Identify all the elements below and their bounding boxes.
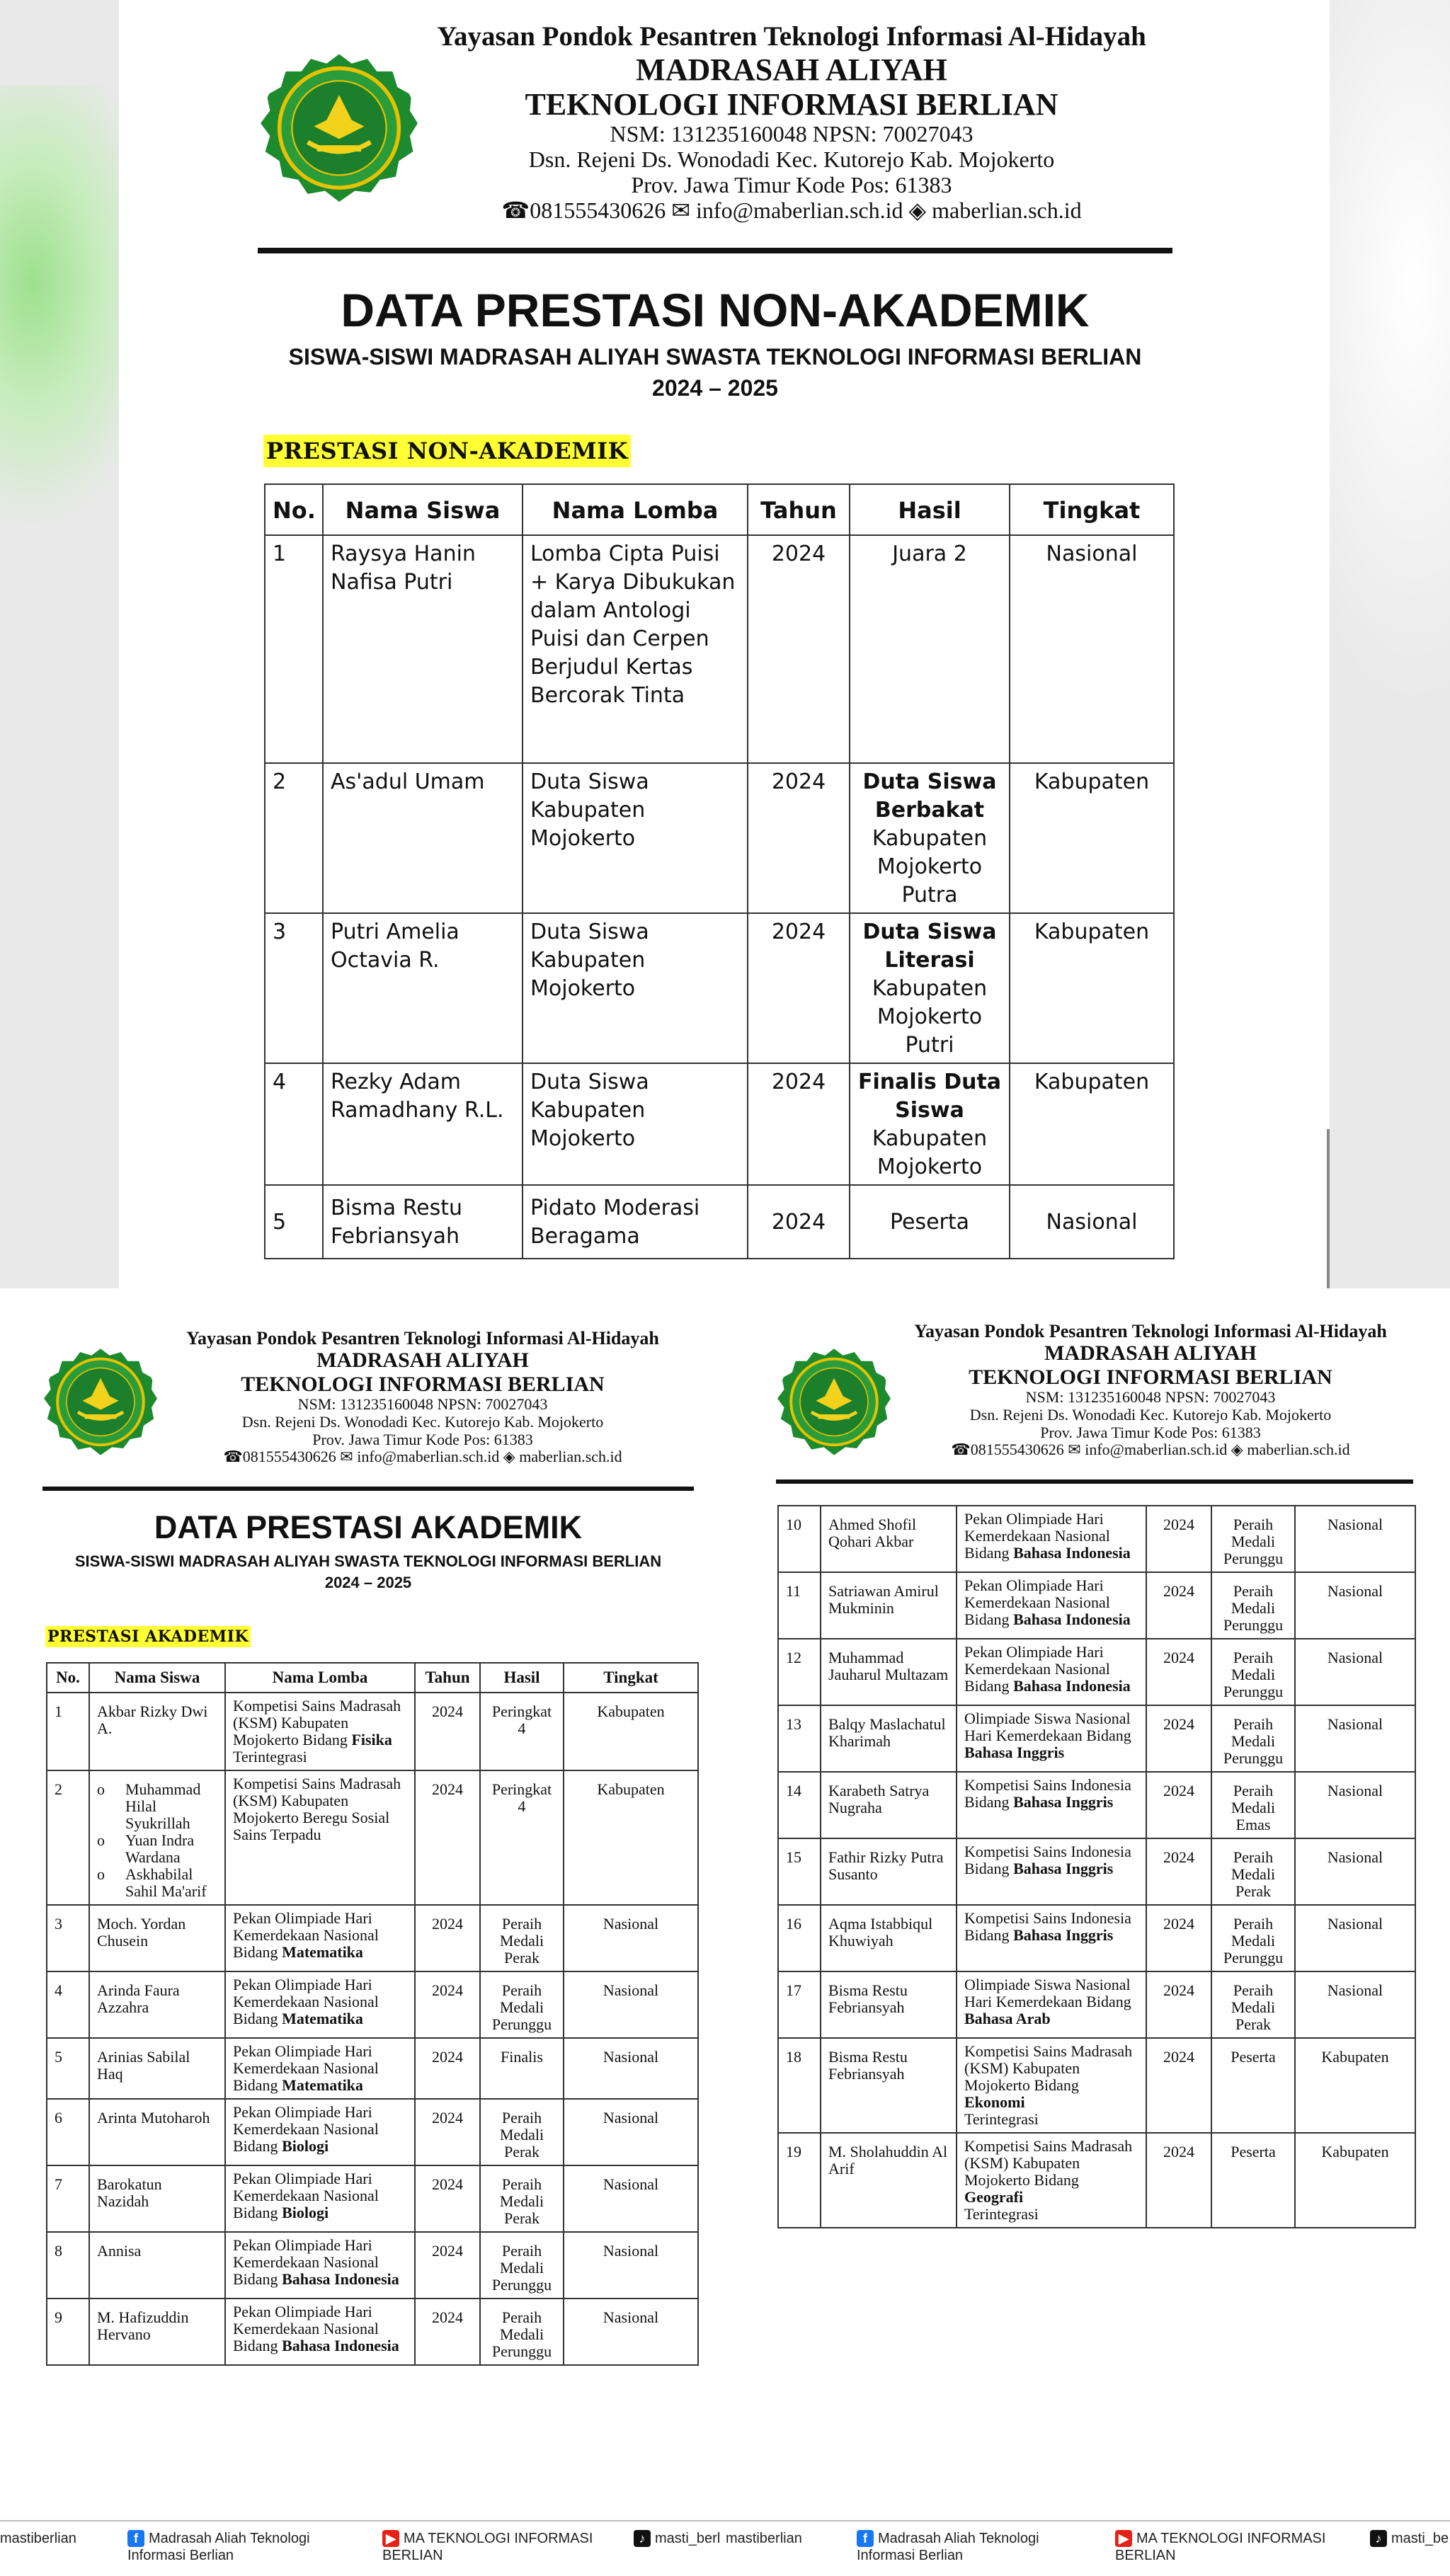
page-subtitle: SISWA-SISWI MADRASAH ALIYAH SWASTA TEKNOLOGI INFORMASI BERLIAN	[74, 1552, 662, 1570]
cell-tahun: 2024	[748, 535, 850, 763]
cell-hasil: Peraih Medali Perak	[480, 1905, 564, 1971]
foundation-name: Yayasan Pondok Pesantren Teknologi Informasi Al-Hidayah	[437, 21, 1146, 52]
cell-nama: Putri Amelia Octavia R.	[323, 913, 523, 1063]
cell-tahun: 2024	[748, 1185, 850, 1259]
document-page-academic-2	[750, 1310, 1430, 2336]
table-row	[47, 2299, 698, 2365]
table-row	[47, 2232, 698, 2299]
cell-tahun: 2024	[1146, 1572, 1211, 1639]
lomba-field: Bahasa Inggris	[1013, 1860, 1114, 1877]
col-header-nama: Nama Siswa	[323, 484, 523, 535]
cell-hasil: Peraih Medali Perunggu	[480, 1971, 564, 2038]
cell-lomba	[225, 1693, 415, 1770]
lomba-field: Bahasa Indonesia	[1013, 1677, 1131, 1695]
student-name: o Yuan Indra Wardana	[97, 1832, 217, 1866]
table-row	[47, 2038, 698, 2099]
cell-hasil: Peraih Medali Perunggu	[480, 2299, 564, 2365]
page-edge-divider	[1327, 1129, 1330, 1288]
lomba-text: Pekan Olimpiade Hari Kemerdekaan Nasional Bidang	[233, 2170, 379, 2221]
cell-nama: Arinta Mutoharoh	[89, 2099, 225, 2165]
cell-lomba: Lomba Cipta Puisi + Karya Dibukukan dalam Antologi Puisi dan Cerpen Berjudul Kertas Bercorak Tinta	[523, 535, 748, 763]
lomba-text: Pekan Olimpiade Hari Kemerdekaan Nasional Bidang	[233, 2303, 379, 2354]
table-row	[778, 1506, 1415, 1572]
lomba-field: Bahasa Inggris	[1013, 1793, 1114, 1811]
school-contact: ☎081555430626 ✉ info@maberlian.sch.id ◈ maberlian.sch.id	[223, 1448, 622, 1466]
table-row	[47, 1770, 698, 1905]
lomba-field: Bahasa Indonesia	[1013, 1544, 1131, 1562]
student-name: o Muhammad Hilal Syukrillah	[97, 1781, 217, 1832]
cell-lomba	[225, 1905, 415, 1971]
school-name-line1: MADRASAH ALIYAH	[1044, 1341, 1257, 1366]
col-header-tahun: Tahun	[415, 1663, 480, 1693]
cell-lomba	[225, 2038, 415, 2099]
youtube-icon: ▶	[1115, 2530, 1132, 2547]
lomba-text: Kompetisi Sains Madrasah (KSM) Kabupaten Mojokerto Bidang	[964, 2042, 1133, 2094]
cell-nama: Barokatun Nazidah	[89, 2165, 225, 2232]
table-row	[778, 1838, 1415, 1905]
cell-hasil: Peserta	[1211, 2133, 1295, 2228]
social-footer	[0, 2520, 1450, 2576]
cell-tahun: 2024	[748, 1063, 850, 1185]
cell-tahun: 2024	[1146, 1971, 1211, 2038]
hasil-bold: Finalis Duta Siswa	[857, 1070, 1002, 1123]
cell-no: 5	[47, 2038, 89, 2099]
col-header-no: No.	[265, 484, 323, 535]
col-header-hasil: Hasil	[850, 484, 1010, 535]
table-row	[265, 1063, 1174, 1185]
cell-tahun: 2024	[748, 763, 850, 913]
cell-hasil: Peraih Medali Perunggu	[1211, 1905, 1295, 1971]
lomba-text: Pekan Olimpiade Hari Kemerdekaan Nasional Bidang	[233, 1976, 379, 2027]
cell-hasil	[850, 913, 1010, 1063]
tiktok-link[interactable]	[634, 2530, 720, 2547]
cell-no: 4	[265, 1063, 323, 1185]
cell-nama: Fathir Rizky Putra Susanto	[821, 1838, 957, 1905]
school-logo-icon	[777, 1346, 891, 1460]
letterhead	[881, 1321, 1420, 1459]
cell-tingkat: Nasional	[1295, 1905, 1415, 1971]
cell-nama: Bisma Restu Febriansyah	[821, 2038, 957, 2133]
cell-lomba	[957, 1905, 1146, 1971]
cell-tingkat: Nasional	[564, 1905, 698, 1971]
cell-no: 11	[778, 1572, 821, 1639]
lomba-field: Bahasa Indonesia	[282, 2337, 399, 2354]
lomba-field: Bahasa Inggris	[964, 1744, 1065, 1761]
col-header-tingkat: Tingkat	[564, 1663, 698, 1693]
cell-hasil: Peringkat 4	[480, 1693, 564, 1770]
cell-lomba	[225, 2299, 415, 2365]
lomba-field: Biologi	[282, 2204, 329, 2221]
cell-lomba	[225, 2165, 415, 2232]
cell-tingkat: Kabupaten	[1010, 913, 1174, 1063]
lomba-field: Matematika	[282, 2010, 363, 2027]
cell-tahun: 2024	[415, 1905, 480, 1971]
letterhead-rule	[776, 1479, 1413, 1484]
school-logo-icon	[261, 51, 418, 208]
hasil-text: Kabupaten Mojokerto Putra	[872, 826, 988, 908]
cell-no: 2	[265, 763, 323, 913]
cell-tingkat: Kabupaten	[1010, 763, 1174, 913]
cell-hasil: Peraih Medali Perak	[1211, 1971, 1295, 2038]
cell-hasil: Finalis	[480, 2038, 564, 2099]
cell-no: 18	[778, 2038, 821, 2133]
cell-tahun: 2024	[1146, 1705, 1211, 1772]
lomba-field: Bahasa Inggris	[1013, 1926, 1114, 1944]
cell-no: 19	[778, 2133, 821, 2228]
cell-tingkat: Nasional	[1295, 1838, 1415, 1905]
cell-nama: Rezky Adam Ramadhany R.L.	[323, 1063, 523, 1185]
school-contact: ☎081555430626 ✉ info@maberlian.sch.id ◈ maberlian.sch.id	[501, 197, 1082, 223]
cell-nama: Arinda Faura Azzahra	[89, 1971, 225, 2038]
cell-no: 4	[47, 1971, 89, 2038]
cell-lomba	[957, 1705, 1146, 1772]
academic-table-part2	[777, 1505, 1416, 2228]
cell-nama: Bisma Restu Febriansyah	[323, 1185, 523, 1259]
school-name-line1: MADRASAH ALIYAH	[636, 52, 947, 87]
tiktok-icon: ♪	[634, 2530, 651, 2547]
cell-hasil: Peraih Medali Emas	[1211, 1772, 1295, 1838]
school-ids: NSM: 131235160048 NPSN: 70027043	[297, 1395, 548, 1414]
cell-hasil	[850, 1185, 1010, 1259]
school-name-line2: TEKNOLOGI INFORMASI BERLIAN	[525, 86, 1058, 122]
hasil-text: Kabupaten Mojokerto	[872, 1126, 988, 1179]
cell-lomba	[957, 2133, 1146, 2228]
cell-hasil: Peraih Medali Perak	[1211, 1838, 1295, 1905]
lomba-suffix: Terintegrasi	[964, 2205, 1039, 2223]
cell-nama: Bisma Restu Febriansyah	[821, 1971, 957, 2038]
cell-tingkat: Nasional	[1295, 1971, 1415, 2038]
cell-lomba	[957, 1572, 1146, 1639]
cell-tingkat: Nasional	[1295, 1639, 1415, 1705]
cell-no: 6	[47, 2099, 89, 2165]
youtube-link-2[interactable]	[1115, 2530, 1328, 2564]
lomba-text: Kompetisi Sains Indonesia Bidang	[964, 1909, 1131, 1944]
cell-nama: Karabeth Satrya Nugraha	[821, 1772, 957, 1838]
cell-nama: Moch. Yordan Chusein	[89, 1905, 225, 1971]
cell-lomba: Duta Siswa Kabupaten Mojokerto	[523, 1063, 748, 1185]
cell-no: 15	[778, 1838, 821, 1905]
school-province: Prov. Jawa Timur Kode Pos: 61383	[631, 171, 952, 198]
cell-lomba	[957, 2038, 1146, 2133]
cell-hasil: Peraih Medali Perunggu	[1211, 1572, 1295, 1639]
cell-tingkat: Nasional	[564, 1971, 698, 2038]
cell-nama: Satriawan Amirul Mukminin	[821, 1572, 957, 1639]
cell-hasil	[850, 763, 1010, 913]
cell-lomba	[957, 1639, 1146, 1705]
hasil-text: Juara 2	[892, 542, 967, 566]
lomba-field: Fisika	[351, 1731, 392, 1748]
letterhead-rule	[258, 248, 1172, 253]
youtube-label: MA TEKNOLOGI INFORMASI BERLIAN	[382, 2531, 593, 2563]
cell-tingkat: Nasional	[564, 2099, 698, 2165]
cell-tingkat: Nasional	[1295, 1705, 1415, 1772]
table-row	[47, 2165, 698, 2232]
cell-tahun: 2024	[415, 1693, 480, 1770]
cell-tingkat: Nasional	[564, 2038, 698, 2099]
school-address: Dsn. Rejeni Ds. Wonodadi Kec. Kutorejo Kab. Mojokerto	[528, 147, 1055, 173]
letterhead-rule	[42, 1487, 694, 1491]
cell-nama: Muhammad Jauharul Multazam	[821, 1639, 957, 1705]
table-row	[778, 1705, 1415, 1772]
cell-no: 7	[47, 2165, 89, 2232]
cell-hasil	[850, 535, 1010, 763]
cell-tahun: 2024	[415, 1971, 480, 2038]
page-year: 2024 – 2025	[324, 1574, 412, 1591]
cell-nama: Raysya Hanin Nafisa Putri	[323, 535, 523, 763]
tiktok-icon: ♪	[1370, 2530, 1387, 2547]
cell-nama: Akbar Rizky Dwi A.	[89, 1693, 225, 1770]
cell-tingkat: Nasional	[1295, 1572, 1415, 1639]
section-heading: PRESTASI NON-AKADEMIK	[263, 435, 631, 467]
cell-hasil: Peraih Medali Perunggu	[1211, 1705, 1295, 1772]
cell-nama: As'adul Umam	[323, 763, 523, 913]
cell-tahun: 2024	[1146, 1905, 1211, 1971]
cell-tahun: 2024	[415, 2165, 480, 2232]
facebook-icon: f	[127, 2530, 144, 2547]
tiktok-link-2[interactable]	[1370, 2530, 1449, 2547]
lomba-field: Geografi	[964, 2188, 1024, 2206]
lomba-field: Biologi	[282, 2137, 329, 2155]
cell-no: 16	[778, 1905, 821, 1971]
lomba-field: Bahasa Arab	[964, 2010, 1051, 2027]
school-contact: ☎081555430626 ✉ info@maberlian.sch.id ◈ maberlian.sch.id	[951, 1441, 1350, 1459]
cell-lomba	[957, 1838, 1146, 1905]
cell-lomba	[225, 1971, 415, 2038]
school-name-line1: MADRASAH ALIYAH	[316, 1349, 529, 1373]
table-row	[778, 2038, 1415, 2133]
cell-no: 10	[778, 1506, 821, 1572]
lomba-text: Pekan Olimpiade Hari Kemerdekaan Nasional Bidang	[233, 2042, 379, 2094]
cell-hasil: Peserta	[1211, 2038, 1295, 2133]
col-header-lomba: Nama Lomba	[225, 1663, 415, 1693]
cell-hasil: Peraih Medali Perunggu	[1211, 1506, 1295, 1572]
lomba-text: Olimpiade Siswa Nasional Hari Kemerdekaan Bidang	[964, 1976, 1131, 2010]
cell-tingkat: Nasional	[564, 2165, 698, 2232]
cell-nama: M. Hafizuddin Hervano	[89, 2299, 225, 2365]
student-list	[97, 1781, 217, 1900]
cell-no: 5	[265, 1185, 323, 1259]
table-row	[265, 1185, 1174, 1259]
cell-lomba	[225, 2099, 415, 2165]
cell-no: 8	[47, 2232, 89, 2299]
school-address: Dsn. Rejeni Ds. Wonodadi Kec. Kutorejo Kab. Mojokerto	[969, 1405, 1332, 1424]
table-row	[47, 2099, 698, 2165]
cell-lomba	[957, 1506, 1146, 1572]
cell-tahun: 2024	[415, 1770, 480, 1905]
cell-tingkat: Nasional	[1295, 1772, 1415, 1838]
lomba-text: Kompetisi Sains Indonesia Bidang	[964, 1776, 1131, 1811]
col-header-no: No.	[47, 1663, 89, 1693]
table-row	[778, 2133, 1415, 2228]
page-subtitle: SISWA-SISWI MADRASAH ALIYAH SWASTA TEKNOLOGI INFORMASI BERLIAN	[288, 344, 1142, 370]
facebook-link-2[interactable]	[857, 2530, 1069, 2564]
col-header-lomba: Nama Lomba	[523, 484, 748, 535]
cell-tingkat: Nasional	[1295, 1506, 1415, 1572]
cell-no: 1	[47, 1693, 89, 1770]
cell-nama: Arinias Sabilal Haq	[89, 2038, 225, 2099]
cell-hasil: Peraih Medali Perunggu	[480, 2232, 564, 2299]
letterhead	[409, 21, 1174, 224]
hasil-text: Peserta	[889, 1210, 970, 1235]
cell-lomba	[225, 1770, 415, 1905]
hasil-bold: Duta Siswa Berbakat	[862, 769, 997, 823]
table-row	[265, 535, 1174, 763]
cell-tahun: 2024	[415, 2038, 480, 2099]
lomba-field: Ekonomi	[964, 2093, 1025, 2111]
page-title: DATA PRESTASI NON-AKADEMIK	[341, 284, 1090, 336]
cell-hasil: Peraih Medali Perak	[480, 2165, 564, 2232]
table-row	[265, 913, 1174, 1063]
table-row	[265, 763, 1174, 913]
cell-nama	[89, 1770, 225, 1905]
cell-tingkat: Kabupaten	[1010, 1063, 1174, 1185]
cell-lomba: Pidato Moderasi Beragama	[523, 1185, 748, 1259]
tiktok-label: masti_be	[1391, 2531, 1449, 2546]
facebook-label: Madrasah Aliah Teknologi Informasi Berlian	[127, 2531, 310, 2563]
document-page-non-academic	[119, 0, 1330, 1288]
foundation-name: Yayasan Pondok Pesantren Teknologi Informasi Al-Hidayah	[186, 1328, 659, 1349]
youtube-label: MA TEKNOLOGI INFORMASI BERLIAN	[1115, 2531, 1326, 2563]
academic-table-part1	[46, 1662, 699, 2366]
lomba-suffix: Terintegrasi	[233, 1748, 307, 1765]
lomba-text: Olimpiade Siswa Nasional Hari Kemerdekaan Bidang	[964, 1710, 1131, 1744]
cell-lomba	[957, 1772, 1146, 1838]
cell-tahun: 2024	[1146, 1506, 1211, 1572]
cell-no: 1	[265, 535, 323, 763]
facebook-link[interactable]	[127, 2530, 340, 2564]
section-heading: PRESTASI AKADEMIK	[45, 1626, 251, 1647]
col-header-hasil: Hasil	[480, 1663, 564, 1693]
lomba-field: Bahasa Indonesia	[282, 2270, 399, 2288]
lomba-text: Pekan Olimpiade Hari Kemerdekaan Nasional Bidang	[233, 2103, 379, 2155]
cell-tahun: 2024	[415, 2232, 480, 2299]
cell-no: 12	[778, 1639, 821, 1705]
cell-hasil: Peraih Medali Perak	[480, 2099, 564, 2165]
table-row	[778, 1971, 1415, 2038]
table-row	[47, 1971, 698, 2038]
cell-tingkat: Nasional	[564, 2299, 698, 2365]
student-name: o Askhabilal Sahil Ma'arif	[97, 1866, 217, 1900]
cell-lomba	[957, 1971, 1146, 2038]
cell-tahun: 2024	[1146, 1639, 1211, 1705]
school-province: Prov. Jawa Timur Kode Pos: 61383	[1040, 1423, 1261, 1441]
school-ids: NSM: 131235160048 NPSN: 70027043	[1025, 1388, 1276, 1407]
lomba-field: Bahasa Indonesia	[1013, 1610, 1131, 1628]
cell-tahun: 2024	[1146, 1772, 1211, 1838]
table-row	[47, 1905, 698, 1971]
cell-tingkat: Nasional	[1010, 535, 1174, 763]
cell-lomba	[225, 2232, 415, 2299]
table-row	[778, 1905, 1415, 1971]
lomba-text: Pekan Olimpiade Hari Kemerdekaan Nasional Bidang	[964, 1643, 1110, 1695]
non-academic-table	[264, 483, 1175, 1259]
cell-no: 17	[778, 1971, 821, 2038]
instagram-handle-2[interactable]: mastiberlian	[726, 2531, 802, 2546]
school-province: Prov. Jawa Timur Kode Pos: 61383	[312, 1430, 533, 1448]
tiktok-label: masti_berl	[655, 2531, 721, 2546]
youtube-icon: ▶	[382, 2530, 399, 2547]
school-name-line2: TEKNOLOGI INFORMASI BERLIAN	[241, 1372, 605, 1396]
cell-tahun: 2024	[1146, 1838, 1211, 1905]
school-logo-icon	[44, 1346, 157, 1460]
lomba-text: Pekan Olimpiade Hari Kemerdekaan Nasional Bidang	[233, 2236, 379, 2288]
school-ids: NSM: 131235160048 NPSN: 70027043	[610, 121, 974, 147]
cell-hasil: Peraih Medali Perunggu	[1211, 1639, 1295, 1705]
cell-tingkat: Kabupaten	[564, 1770, 698, 1905]
cell-tahun: 2024	[1146, 2133, 1211, 2228]
cell-no: 3	[265, 913, 323, 1063]
table-row	[778, 1572, 1415, 1639]
cell-tingkat: Nasional	[564, 2232, 698, 2299]
cell-tingkat: Kabupaten	[1295, 2133, 1415, 2228]
lomba-field: Matematika	[282, 1943, 363, 1961]
cell-nama: Aqma Istabbiqul Khuwiyah	[821, 1905, 957, 1971]
cell-nama: Annisa	[89, 2232, 225, 2299]
cell-no: 14	[778, 1772, 821, 1838]
school-name-line2: TEKNOLOGI INFORMASI BERLIAN	[969, 1365, 1332, 1389]
cell-nama: M. Sholahuddin Al Arif	[821, 2133, 957, 2228]
cell-lomba: Duta Siswa Kabupaten Mojokerto	[523, 763, 748, 913]
cell-tingkat: Kabupaten	[564, 1693, 698, 1770]
facebook-icon: f	[857, 2530, 874, 2547]
lomba-text: Kompetisi Sains Madrasah (KSM) Kabupaten Mojokerto Beregu Sosial Sains Terpadu	[233, 1775, 401, 1843]
lomba-text: Pekan Olimpiade Hari Kemerdekaan Nasional Bidang	[964, 1510, 1110, 1562]
col-header-nama: Nama Siswa	[89, 1663, 225, 1693]
lomba-text: Pekan Olimpiade Hari Kemerdekaan Nasional Bidang	[964, 1576, 1110, 1628]
cell-no: 9	[47, 2299, 89, 2365]
cell-nama: Balqy Maslachatul Kharimah	[821, 1705, 957, 1772]
lomba-field: Matematika	[282, 2076, 363, 2094]
cell-tingkat: Nasional	[1010, 1185, 1174, 1259]
cell-no: 13	[778, 1705, 821, 1772]
cell-no: 3	[47, 1905, 89, 1971]
table-row	[778, 1639, 1415, 1705]
cell-nama: Ahmed Shofil Qohari Akbar	[821, 1506, 957, 1572]
table-row	[778, 1772, 1415, 1838]
cell-tahun: 2024	[415, 2299, 480, 2365]
cell-no: 2	[47, 1770, 89, 1905]
col-header-tahun: Tahun	[748, 484, 850, 535]
school-address: Dsn. Rejeni Ds. Wonodadi Kec. Kutorejo Kab. Mojokerto	[241, 1412, 604, 1431]
cell-tahun: 2024	[415, 2099, 480, 2165]
cell-tingkat: Kabupaten	[1295, 2038, 1415, 2133]
foundation-name: Yayasan Pondok Pesantren Teknologi Informasi Al-Hidayah	[914, 1321, 1387, 1341]
cell-hasil	[850, 1063, 1010, 1185]
youtube-link[interactable]	[382, 2530, 595, 2564]
hasil-bold: Duta Siswa Literasi	[862, 920, 997, 973]
lomba-text: Kompetisi Sains Indonesia Bidang	[964, 1843, 1131, 1877]
table-row	[47, 1693, 698, 1770]
document-page-academic-1	[23, 1310, 709, 2499]
col-header-tingkat: Tingkat	[1010, 484, 1174, 535]
cell-tahun: 2024	[748, 913, 850, 1063]
cell-lomba: Duta Siswa Kabupaten Mojokerto	[523, 913, 748, 1063]
hasil-text: Kabupaten Mojokerto Putri	[872, 976, 988, 1058]
letterhead	[154, 1328, 692, 1466]
lomba-suffix: Terintegrasi	[964, 2110, 1039, 2128]
cell-tahun: 2024	[1146, 2038, 1211, 2133]
lomba-text: Kompetisi Sains Madrasah (KSM) Kabupaten Mojokerto Bidang	[233, 1697, 401, 1748]
lomba-text: Kompetisi Sains Madrasah (KSM) Kabupaten Mojokerto Bidang	[964, 2137, 1133, 2189]
instagram-handle[interactable]: mastiberlian	[0, 2531, 76, 2546]
page-title: DATA PRESTASI AKADEMIK	[154, 1509, 583, 1545]
lomba-text: Pekan Olimpiade Hari Kemerdekaan Nasional Bidang	[233, 1909, 379, 1961]
cell-hasil: Peringkat 4	[480, 1770, 564, 1905]
facebook-label: Madrasah Aliah Teknologi Informasi Berlian	[857, 2531, 1039, 2563]
page-year: 2024 – 2025	[652, 375, 778, 401]
